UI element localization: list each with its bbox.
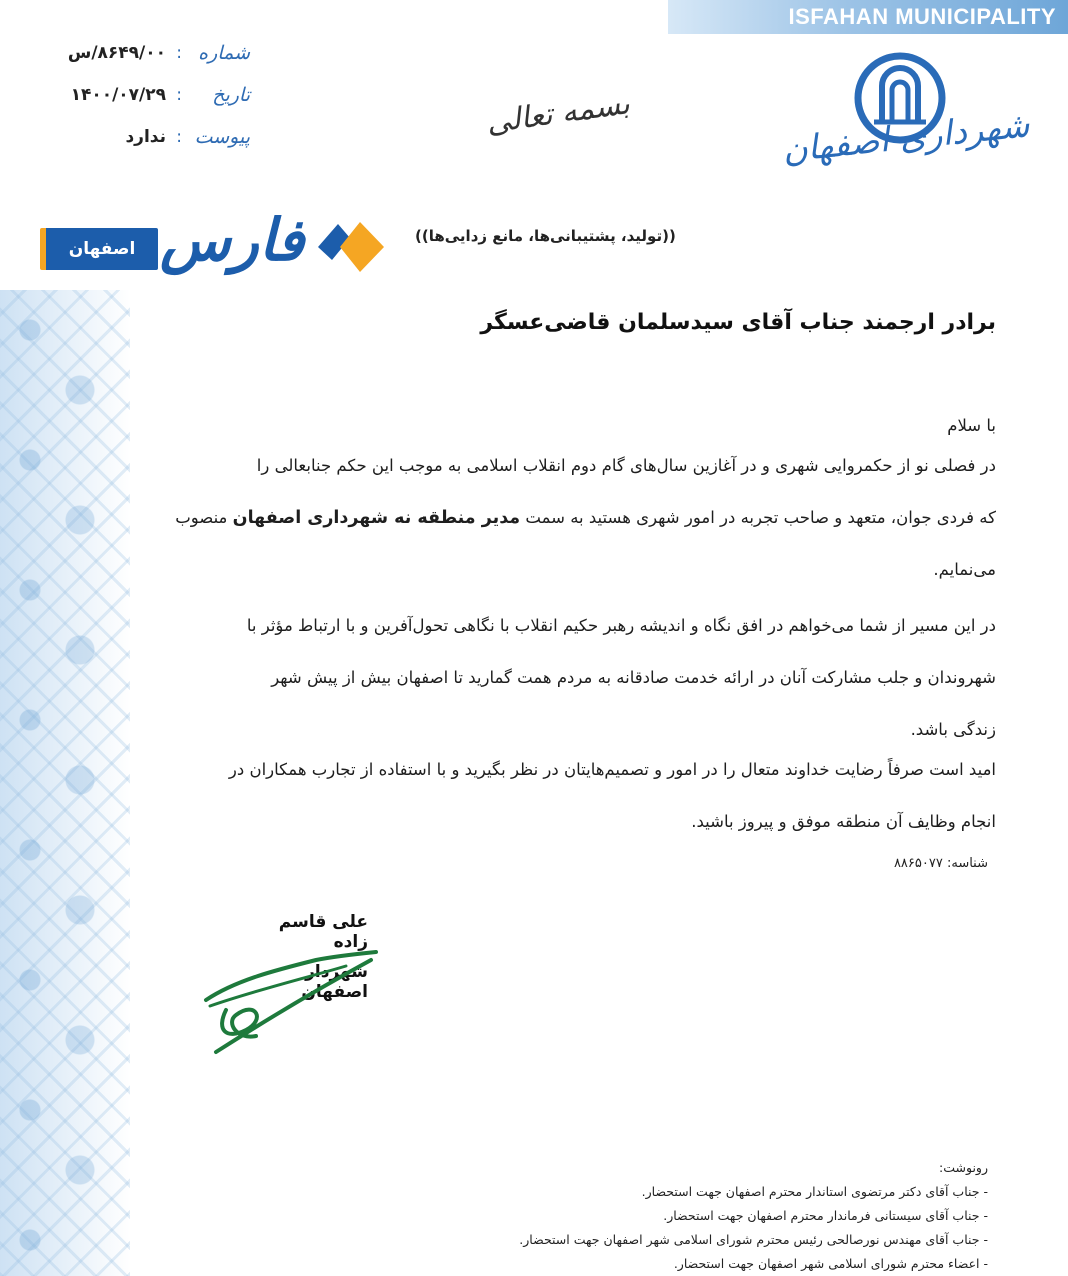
reference-date-row: تاریخ : ۱۴۰۰/۰۷/۲۹ xyxy=(70,84,250,106)
paragraph-3-line-1: امید است صرفاً رضایت خداوند متعال را در امور و تصمیم‌هایتان در نظر بگیرید و با استفاده از تجارب همکاران در xyxy=(228,760,996,779)
handwritten-signature-icon xyxy=(196,940,386,1060)
paragraph-1 xyxy=(120,440,996,596)
paragraph-1-line-2: که فردی جوان، متعهد و صاحب تجربه در امور شهری هستید به سمت مدیر منطقه نه شهرداری اصفهان منصوب xyxy=(175,508,996,528)
fars-diamond-icon xyxy=(300,214,386,280)
cc-heading: رونوشت: xyxy=(939,1160,988,1175)
paragraph-2-line-2: شهروندان و جلب مشارکت آنان در ارائه خدمت صادقانه به مردم همت گمارید تا اصفهان بیش از پیش شهر xyxy=(271,668,996,687)
cc-item: - جناب آقای دکتر مرتضوی استاندار محترم اصفهان جهت استحضار. xyxy=(641,1184,988,1199)
reference-attachment-row: پیوست : ندارد xyxy=(125,126,250,148)
signer-name: علی قاسم زاده xyxy=(278,912,368,952)
addressee: برادر ارجمند جناب آقای سیدسلمان قاضی‌عسگر xyxy=(480,310,996,335)
reference-date-label: تاریخ xyxy=(212,84,250,106)
reference-date-value: ۱۴۰۰/۰۷/۲۹ xyxy=(70,85,166,105)
cc-item: - اعضاء محترم شورای اسلامی شهر اصفهان جهت استحضار. xyxy=(673,1256,988,1271)
reference-attachment-label: پیوست xyxy=(194,126,250,148)
fars-region-badge: اصفهان xyxy=(40,228,158,270)
appointed-position: مدیر منطقه نه شهرداری اصفهان xyxy=(232,508,521,528)
paragraph-1-line-1: در فصلی نو از حکمروایی شهری و در آغازین سال‌های گام دوم انقلاب اسلامی به موجب این حکم جنابعالی را xyxy=(256,456,996,475)
reference-block xyxy=(60,32,250,158)
banner-text: ISFAHAN MUNICIPALITY xyxy=(788,4,1056,29)
cc-list xyxy=(519,1156,988,1276)
paragraph-1-line-3: می‌نمایم. xyxy=(933,560,996,579)
document-id: شناسه: ۸۸۶۵۰۷۷ xyxy=(893,856,988,871)
municipality-name: شهرداری اصفهان xyxy=(780,105,1032,171)
greeting: با سلام xyxy=(947,416,996,435)
cc-item: - جناب آقای مهندس نورصالحی رئیس محترم شورای اسلامی شهر اصفهان جهت استحضار. xyxy=(519,1232,988,1247)
paragraph-3-line-2: انجام وظایف آن منطقه موفق و پیروز باشید. xyxy=(691,812,996,831)
signer-title: شهردار اصفهان xyxy=(301,962,368,1002)
basmala: بسمه تعالی xyxy=(484,86,632,141)
paragraph-2 xyxy=(120,600,996,756)
reference-number-value: ۸۶۴۹/۰۰/س xyxy=(67,43,166,63)
header-banner xyxy=(668,0,1068,34)
fars-logo-text: فارس xyxy=(160,206,305,274)
slogan: ((تولید، پشتیبانی‌ها، مانع زدایی‌ها)) xyxy=(415,227,676,245)
paragraph-3 xyxy=(120,744,996,848)
paragraph-2-line-3: زندگی باشد. xyxy=(910,720,996,739)
reference-attachment-value: ندارد xyxy=(125,127,166,147)
reference-number-row: شماره : ۸۶۴۹/۰۰/س xyxy=(67,42,250,64)
decorative-pattern-strip xyxy=(0,290,130,1276)
paragraph-2-line-1: در این مسیر از شما می‌خواهم در افق نگاه و اندیشه رهبر حکیم انقلاب با نگاهی تحول‌آفرین و با ارتباط مؤثر با xyxy=(246,616,996,635)
cc-item: - جناب آقای سیستانی فرماندار محترم اصفهان جهت استحضار. xyxy=(663,1208,988,1223)
reference-number-label: شماره xyxy=(198,42,250,64)
